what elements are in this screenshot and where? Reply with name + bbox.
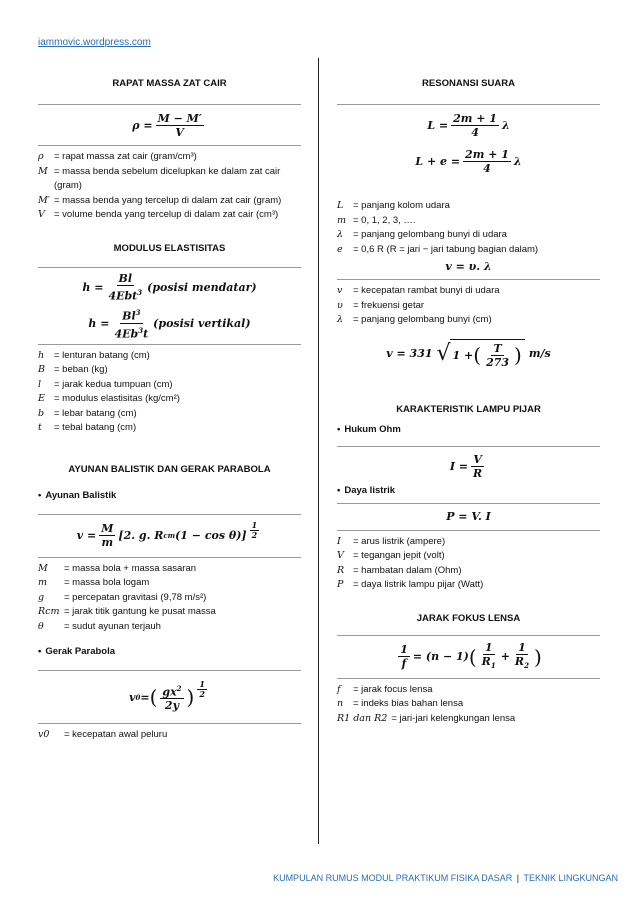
legend-symbol: M′	[38, 194, 50, 206]
section-rule	[38, 514, 301, 515]
legend-resonance	[337, 199, 600, 257]
section-rule	[337, 530, 600, 531]
legend-desc: = indeks bias bahan lensa	[353, 698, 464, 709]
legend-desc: = beban (kg)	[54, 364, 108, 375]
legend-symbol: m	[337, 214, 347, 226]
bullet-hukum-ohm: • Hukum Ohm	[337, 422, 600, 438]
formula-parabola: v 0 = ( $\frac{gx^2}{2y}$ ) $\frac{1}{2}$	[129, 678, 205, 713]
legend-symbol: R1 dan R2	[337, 712, 388, 724]
legend-symbol: M	[38, 165, 48, 177]
legend-symbol: v0	[38, 729, 50, 740]
footer	[273, 873, 618, 883]
legend-desc: = massa benda yang tercelup di dalam zat cair (gram)	[54, 194, 282, 206]
section-rule	[38, 145, 301, 146]
left-column	[38, 62, 301, 743]
legend-symbol: B	[38, 364, 45, 375]
formula-density: ρ = $\frac{M - M'}{V}$	[132, 111, 202, 139]
legend-ballistic	[38, 562, 301, 635]
legend-symbol: v	[337, 285, 343, 296]
section-title-fokus: JARAK FOKUS LENSA	[416, 612, 521, 624]
legend-desc: = daya listrik lampu pijar (Watt)	[353, 579, 484, 590]
legend-parabola	[38, 728, 301, 743]
legend-desc: = frekuensi getar	[353, 299, 425, 311]
bullet-gerak-parabola: • Gerak Parabola	[38, 644, 301, 660]
section-rule	[38, 267, 301, 268]
legend-desc: = panjang gelombang bunyi di udara	[353, 229, 507, 240]
section-rule	[38, 104, 301, 105]
legend-symbol: V	[337, 550, 344, 561]
formula-ohm: I = $\frac{V}{R}$	[449, 453, 483, 480]
section-title-ayunan: AYUNAN BALISTIK DAN GERAK PARABOLA	[68, 463, 271, 475]
footer-separator: |	[516, 873, 520, 883]
legend-symbol: R	[337, 564, 345, 576]
section-rule	[337, 104, 600, 105]
legend-desc: = jari-jari kelengkungan lensa	[391, 712, 516, 724]
formula-resonance-Le: L + e = $\frac{2m + 1}{4}$ λ	[415, 147, 522, 175]
section-title-resonansi: RESONANSI SUARA	[422, 78, 515, 89]
legend-symbol: n	[337, 698, 344, 709]
section-rule	[337, 503, 600, 504]
section-rule	[38, 670, 301, 671]
section-rule	[38, 557, 301, 558]
legend-modulus	[38, 349, 301, 436]
legend-desc: = percepatan gravitasi (9,78 m/s²)	[64, 591, 207, 603]
legend-density	[38, 150, 301, 223]
legend-symbol: b	[38, 407, 45, 419]
legend-symbol: e	[337, 243, 343, 255]
legend-symbol: Rcm	[38, 606, 60, 617]
section-rule	[337, 279, 600, 280]
legend-desc: = tebal batang (cm)	[54, 422, 137, 433]
legend-symbol: f	[337, 683, 341, 695]
legend-symbol: h	[38, 349, 45, 361]
legend-desc: = massa bola + massa sasaran	[64, 562, 197, 574]
formula-note: (posisi vertikal)	[153, 317, 251, 330]
legend-desc: = kecepatan rambat bunyi di udara	[353, 285, 500, 296]
legend-symbol: m	[38, 577, 48, 588]
formula-unit: m/s	[528, 347, 551, 360]
formula-lensmaker: $\frac{1}{f}$ = (n − 1) ( $\frac{1}{R_1}$ + $\frac{1}{R_2}$ )	[400, 640, 542, 671]
section-rule	[38, 723, 301, 724]
section-rule	[337, 446, 600, 447]
legend-desc: = tegangan jepit (volt)	[353, 550, 445, 561]
legend-desc: = sudut ayunan terjauh	[64, 620, 161, 632]
formula-wave-speed: v = υ. λ	[445, 259, 492, 273]
legend-symbol: M	[38, 562, 48, 574]
legend-symbol: υ	[337, 299, 343, 311]
legend-symbol: L	[337, 200, 344, 211]
formula-note: (posisi mendatar)	[147, 281, 257, 294]
legend-symbol: g	[38, 591, 45, 603]
right-column	[337, 62, 600, 726]
legend-desc: = jarak kedua tumpuan (cm)	[54, 378, 173, 390]
legend-desc: = lenturan batang (cm)	[54, 349, 150, 361]
section-title-lampu: KARAKTERISTIK LAMPU PIJAR	[396, 403, 541, 415]
legend-desc: = 0, 1, 2, 3, ….	[353, 214, 416, 226]
legend-lampu	[337, 535, 600, 593]
legend-desc: = jarak titik gantung ke pusat massa	[64, 606, 216, 617]
legend-desc: = massa bola logam	[64, 577, 150, 588]
legend-symbol: l	[38, 378, 42, 390]
section-rule	[337, 635, 600, 636]
legend-lens	[337, 683, 600, 727]
legend-symbol: θ	[38, 620, 44, 632]
legend-symbol: λ	[337, 314, 344, 325]
formula-sound-speed: v = 331 √ 1 + ( $\frac{T}{273}$ ) m/s	[386, 340, 551, 369]
section-rule	[38, 344, 301, 345]
legend-symbol: P	[337, 579, 344, 590]
legend-wave	[337, 284, 600, 328]
legend-symbol: I	[337, 535, 341, 547]
legend-desc: = panjang kolom udara	[353, 200, 450, 211]
legend-symbol: λ	[337, 229, 344, 240]
bullet-ayunan-balistik: • Ayunan Balistik	[38, 488, 301, 504]
formula-ballistic: v = $\frac{M}{m}$ [2. g. R cm (1 − cos θ)] $\frac{1}{2}$	[76, 520, 258, 549]
formula-resonance-L: L = $\frac{2m + 1}{4}$ λ	[427, 111, 510, 139]
formula-h-vertical: h = $\frac{Bl^3}{4Eb^3t}$ (posisi vertikal)	[88, 308, 251, 341]
legend-desc: = kecepatan awal peluru	[64, 729, 168, 740]
legend-desc: = lebar batang (cm)	[54, 407, 137, 419]
legend-symbol: E	[38, 393, 45, 404]
section-title-modulus: MODULUS ELASTISITAS	[113, 242, 226, 254]
footer-title: KUMPULAN RUMUS MODUL PRAKTIKUM FISIKA DASAR	[273, 873, 513, 883]
site-link[interactable]: iammovic.wordpress.com	[38, 37, 151, 48]
formula-power: P = V. I	[446, 510, 491, 523]
legend-desc: = panjang gelombang bunyi (cm)	[353, 314, 492, 325]
legend-desc: = rapat massa zat cair (gram/cm³)	[54, 151, 197, 162]
column-divider	[318, 58, 319, 844]
legend-desc: = massa benda sebelum dicelupkan ke dalam zat cair (gram)	[54, 165, 281, 191]
bullet-daya-listrik: • Daya listrik	[337, 483, 600, 499]
legend-desc: = hambatan dalam (Ohm)	[353, 564, 462, 576]
legend-desc: = arus listrik (ampere)	[353, 535, 446, 547]
legend-desc: = jarak focus lensa	[353, 683, 433, 695]
legend-desc: = modulus elastisitas (kg/cm²)	[54, 393, 180, 404]
footer-subtitle: TEKNIK LINGKUNGAN	[523, 873, 618, 883]
section-rule	[337, 678, 600, 679]
legend-symbol: ρ	[38, 151, 44, 162]
legend-symbol: t	[38, 422, 42, 433]
legend-symbol: V	[38, 209, 45, 220]
legend-desc: = 0,6 R (R = jari − jari tabung bagian dalam)	[353, 243, 539, 255]
formula-h-horizontal: h = $\frac{Bl}{4Ebt^3}$ (posisi mendatar)	[82, 272, 257, 303]
section-title-rapat-massa: RAPAT MASSA ZAT CAIR	[112, 78, 227, 89]
legend-desc: = volume benda yang tercelup di dalam zat cair (cm³)	[54, 209, 279, 220]
